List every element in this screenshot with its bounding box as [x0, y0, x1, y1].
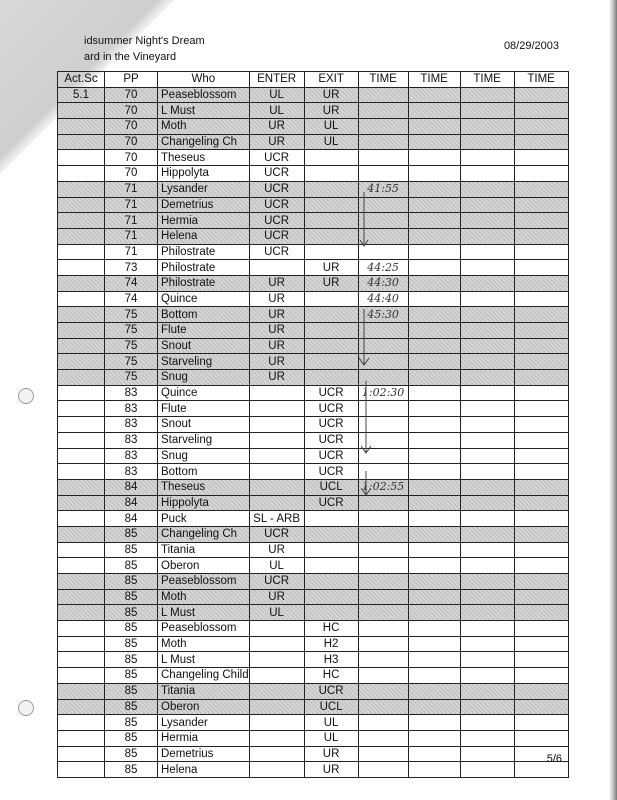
page-cell: 83 [105, 417, 158, 433]
who-cell: Snout [158, 338, 250, 354]
who-cell: Snug [158, 370, 250, 386]
enter-cell: UL [249, 605, 304, 621]
page-cell: 85 [105, 558, 158, 574]
who-cell: Changeling Ch [158, 134, 250, 150]
enter-cell: UL [249, 103, 304, 119]
page-cell: 85 [105, 605, 158, 621]
page-cell: 75 [105, 338, 158, 354]
time-cell: 45:30 [358, 307, 408, 323]
page-cell: 71 [105, 228, 158, 244]
column-header: TIME [408, 72, 460, 88]
who-cell: Hippolyta [158, 166, 250, 182]
column-header: ENTER [249, 72, 304, 88]
who-cell: Snout [158, 417, 250, 433]
page-cell: 70 [105, 150, 158, 166]
who-cell: Peaseblossom [158, 621, 250, 637]
exit-cell: UL [304, 134, 358, 150]
page-cell: 85 [105, 589, 158, 605]
enter-cell: UR [249, 370, 304, 386]
page-cell: 70 [105, 103, 158, 119]
who-cell: Peaseblossom [158, 574, 250, 590]
enter-cell: UCR [249, 526, 304, 542]
exit-cell: UCL [304, 479, 358, 495]
column-header: Act.Sc [58, 72, 105, 88]
who-cell: Oberon [158, 558, 250, 574]
enter-cell: UR [249, 338, 304, 354]
who-cell: Demetrius [158, 746, 250, 762]
exit-cell: UR [304, 103, 358, 119]
who-cell: Flute [158, 401, 250, 417]
who-cell: Changeling Child [158, 668, 250, 684]
who-cell: Quince [158, 291, 250, 307]
who-cell: Philostrate [158, 260, 250, 276]
enter-cell: UCR [249, 213, 304, 229]
page-cell: 83 [105, 448, 158, 464]
exit-cell: UCR [304, 417, 358, 433]
exit-cell: H2 [304, 636, 358, 652]
page-cell: 85 [105, 715, 158, 731]
who-cell: Moth [158, 636, 250, 652]
who-cell: Philostrate [158, 244, 250, 260]
page-cell: 75 [105, 307, 158, 323]
who-cell: Lysander [158, 715, 250, 731]
enter-cell: UR [249, 354, 304, 370]
enter-cell: UL [249, 87, 304, 103]
who-cell: Starveling [158, 432, 250, 448]
page-cell: 74 [105, 291, 158, 307]
page-cell: 83 [105, 432, 158, 448]
who-cell: Demetrius [158, 197, 250, 213]
exit-cell: UR [304, 87, 358, 103]
time-cell: 1:02:30 [358, 385, 408, 401]
page-cell: 71 [105, 213, 158, 229]
page-cell: 71 [105, 197, 158, 213]
who-cell: Philostrate [158, 275, 250, 291]
column-header: EXIT [304, 72, 358, 88]
who-cell: Bottom [158, 464, 250, 480]
who-cell: Moth [158, 119, 250, 135]
exit-cell: UR [304, 762, 358, 778]
enter-cell: UL [249, 558, 304, 574]
page-cell: 70 [105, 87, 158, 103]
page-cell: 70 [105, 119, 158, 135]
exit-cell: UCR [304, 385, 358, 401]
who-cell: Moth [158, 589, 250, 605]
enter-cell: UR [249, 323, 304, 339]
time-cell: 44:40 [358, 291, 408, 307]
document-date: 08/29/2003 [503, 40, 559, 52]
who-cell: Oberon [158, 699, 250, 715]
who-cell: Theseus [158, 479, 250, 495]
who-cell: Hermia [158, 730, 250, 746]
who-cell: Changeling Ch [158, 526, 250, 542]
act-scene-cell: 5.1 [58, 87, 105, 103]
who-cell: L Must [158, 103, 250, 119]
who-cell: Hermia [158, 213, 250, 229]
page-cell: 83 [105, 385, 158, 401]
exit-cell: UCL [304, 699, 358, 715]
exit-cell: UL [304, 119, 358, 135]
enter-cell: SL - ARB [249, 511, 304, 527]
enter-cell: UR [249, 542, 304, 558]
enter-cell: UCR [249, 181, 304, 197]
who-cell: Helena [158, 228, 250, 244]
page-cell: 70 [105, 134, 158, 150]
exit-cell: UCR [304, 495, 358, 511]
exit-cell: UL [304, 730, 358, 746]
page-cell: 74 [105, 275, 158, 291]
page-cell: 85 [105, 699, 158, 715]
enter-cell: UCR [249, 244, 304, 260]
time-cell: 1:02:55 [358, 479, 408, 495]
who-cell: Hippolyta [158, 495, 250, 511]
exit-cell: H3 [304, 652, 358, 668]
page-cell: 84 [105, 495, 158, 511]
who-cell: L Must [158, 652, 250, 668]
page-cell: 85 [105, 574, 158, 590]
who-cell: Quince [158, 385, 250, 401]
exit-cell: UCR [304, 448, 358, 464]
enter-cell: UR [249, 291, 304, 307]
exit-cell: UCR [304, 683, 358, 699]
enter-cell: UR [249, 589, 304, 605]
who-cell: Peaseblossom [158, 87, 250, 103]
who-cell: Titania [158, 683, 250, 699]
exit-cell: UCR [304, 401, 358, 417]
enter-cell: UR [249, 119, 304, 135]
page-cell: 83 [105, 464, 158, 480]
who-cell: Lysander [158, 181, 250, 197]
exit-cell: UR [304, 260, 358, 276]
enter-cell: UR [249, 275, 304, 291]
page-cell: 71 [105, 244, 158, 260]
who-cell: L Must [158, 605, 250, 621]
page-cell: 85 [105, 668, 158, 684]
who-cell: Flute [158, 323, 250, 339]
who-cell: Puck [158, 511, 250, 527]
page-cell: 83 [105, 401, 158, 417]
exit-cell: HC [304, 668, 358, 684]
enter-cell: UR [249, 134, 304, 150]
enter-cell: UCR [249, 166, 304, 182]
enter-cell: UCR [249, 228, 304, 244]
enter-cell: UR [249, 307, 304, 323]
page-number: 5/6 [546, 753, 562, 765]
column-header: TIME [358, 72, 408, 88]
page-cell: 75 [105, 323, 158, 339]
column-header: TIME [460, 72, 514, 88]
exit-cell: HC [304, 621, 358, 637]
time-cell: 41:55 [358, 181, 408, 197]
who-cell: Helena [158, 762, 250, 778]
column-header: TIME [514, 72, 568, 88]
document-title: idsummer Night's Dream [84, 35, 205, 47]
page-cell: 75 [105, 354, 158, 370]
time-cell: 44:25 [358, 260, 408, 276]
who-cell: Bottom [158, 307, 250, 323]
exit-cell: UL [304, 715, 358, 731]
who-cell: Titania [158, 542, 250, 558]
exit-cell: UCR [304, 432, 358, 448]
page-cell: 85 [105, 621, 158, 637]
column-header: Who [158, 72, 250, 88]
page-cell: 73 [105, 260, 158, 276]
page-cell: 70 [105, 166, 158, 182]
enter-cell: UCR [249, 197, 304, 213]
document-subtitle: ard in the Vineyard [84, 51, 177, 63]
exit-cell: UR [304, 275, 358, 291]
page-cell: 85 [105, 746, 158, 762]
page-cell: 85 [105, 683, 158, 699]
page-cell: 85 [105, 526, 158, 542]
who-cell: Starveling [158, 354, 250, 370]
page-cell: 85 [105, 542, 158, 558]
column-header: PP [105, 72, 158, 88]
exit-cell: UR [304, 746, 358, 762]
page-cell: 84 [105, 479, 158, 495]
enter-cell: UCR [249, 574, 304, 590]
who-cell: Theseus [158, 150, 250, 166]
page-cell: 71 [105, 181, 158, 197]
page-cell: 85 [105, 730, 158, 746]
page-cell: 84 [105, 511, 158, 527]
page-cell: 85 [105, 636, 158, 652]
who-cell: Snug [158, 448, 250, 464]
page-cell: 85 [105, 762, 158, 778]
exit-cell: UCR [304, 464, 358, 480]
time-cell: 44:30 [358, 275, 408, 291]
page-cell: 85 [105, 652, 158, 668]
page-cell: 75 [105, 370, 158, 386]
enter-cell: UCR [249, 150, 304, 166]
